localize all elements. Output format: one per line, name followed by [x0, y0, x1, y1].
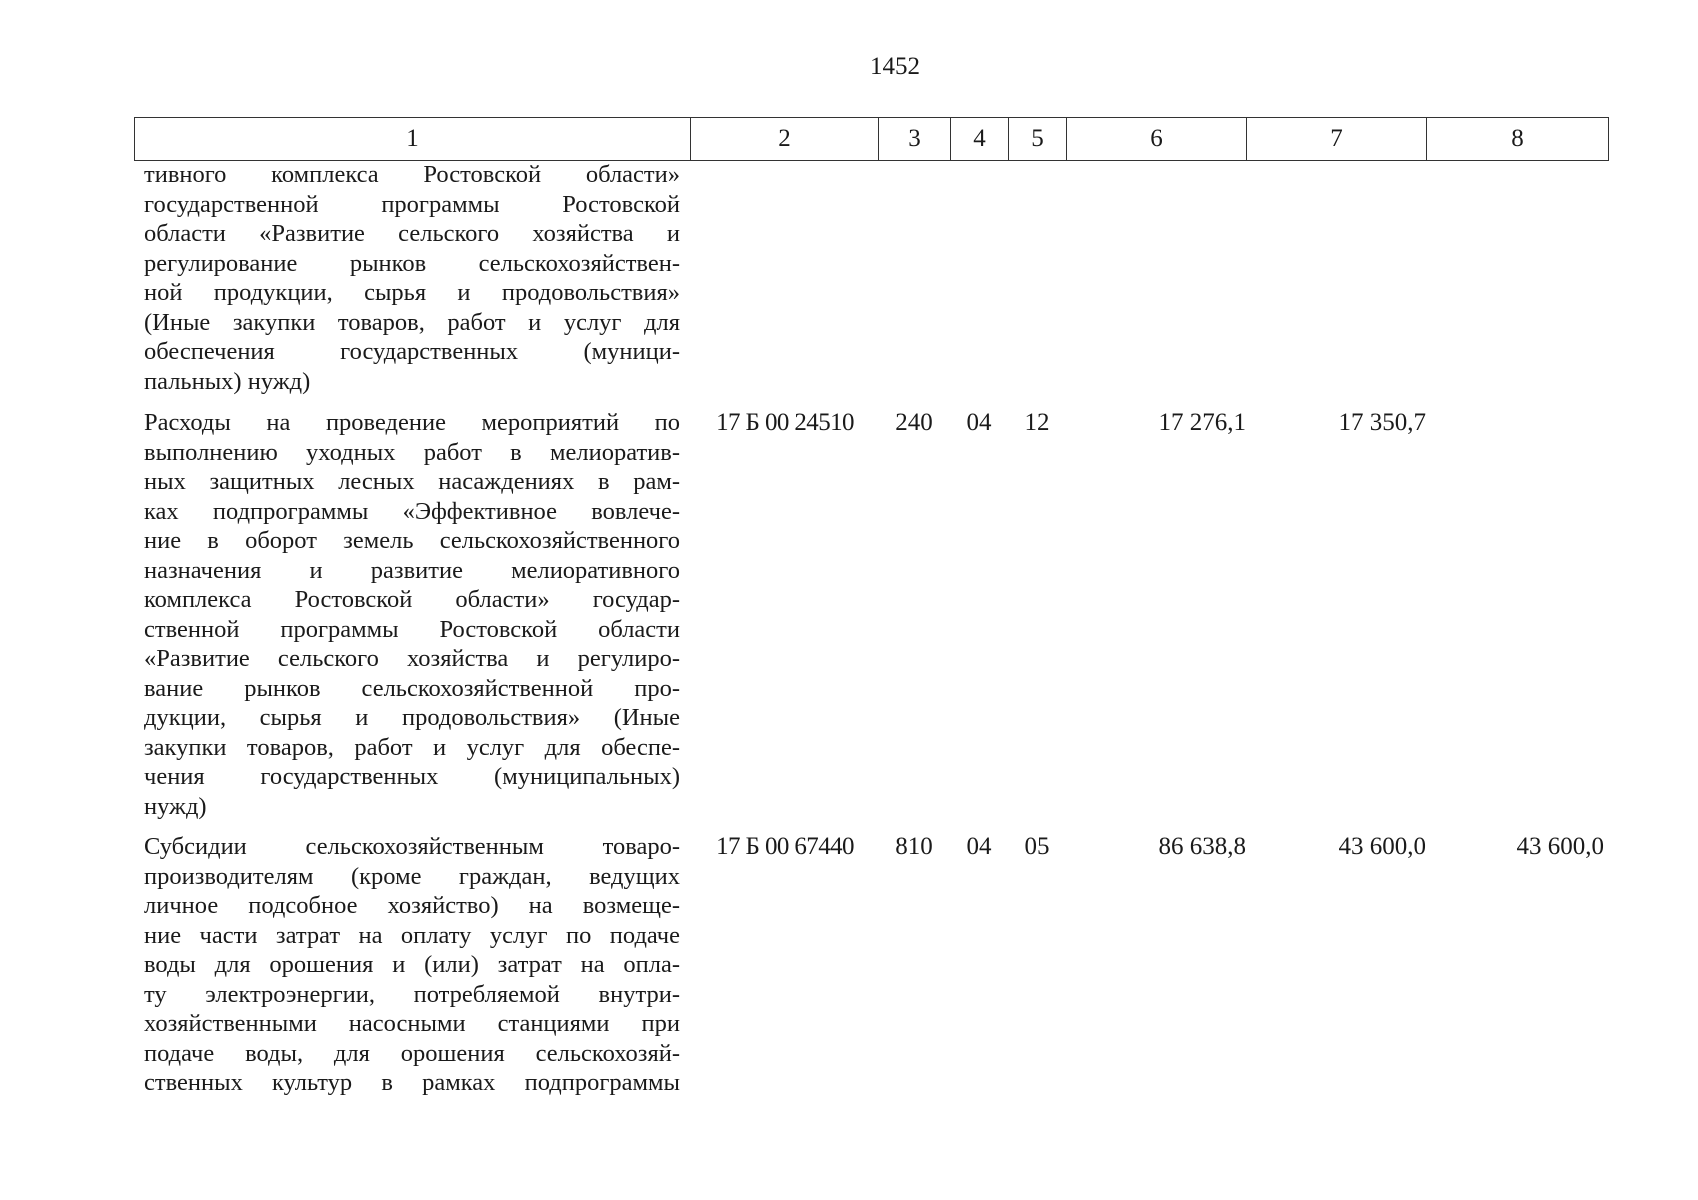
description-line: ной продукции, сырья и продовольствия»	[144, 279, 680, 306]
description-line: ту электроэнергии, потребляемой внутри-	[144, 980, 680, 1008]
row-description	[144, 408, 680, 821]
amount-col6: 17 276,1	[1158, 409, 1246, 436]
description-line: комплекса Ростовской области» государ-	[144, 586, 680, 613]
row-description	[144, 832, 680, 1098]
amount-col7: 17 350,7	[1338, 409, 1426, 436]
description-line: закупки товаров, работ и услуг для обеспе-	[144, 733, 680, 761]
column-header-2: 2	[691, 118, 879, 161]
description-line: обеспечения государственных (муници-	[144, 338, 680, 365]
subsection-code: 12	[1024, 409, 1050, 436]
column-header-5: 5	[1009, 118, 1067, 161]
target-code: 17 Б 00 24510	[716, 409, 854, 436]
table-header	[134, 117, 1609, 161]
description-line: «Развитие сельского хозяйства и регулиро-	[144, 645, 680, 672]
description-line: ственных культур в рамках подпрограммы	[144, 1069, 680, 1096]
section-code: 04	[966, 409, 992, 436]
description-line: личное подсобное хозяйство) на возмеще-	[144, 892, 680, 919]
description-line: назначения и развитие мелиоративного	[144, 556, 680, 584]
description-line: ках подпрограммы «Эффективное вовлече-	[144, 497, 680, 525]
description-line: воды для орошения и (или) затрат на опла-	[144, 951, 680, 978]
description-line: ние в оборот земель сельскохозяйственного	[144, 527, 680, 554]
amount-col7: 43 600,0	[1338, 833, 1426, 860]
description-line: нужд)	[144, 792, 207, 820]
description-line: регулирование рынков сельскохозяйствен-	[144, 249, 680, 277]
target-code: 17 Б 00 67440	[716, 833, 854, 860]
column-header-7: 7	[1247, 118, 1427, 161]
column-header-4: 4	[951, 118, 1009, 161]
row-description	[144, 160, 680, 396]
amount-col8: 43 600,0	[1516, 833, 1604, 860]
column-header-6: 6	[1067, 118, 1247, 161]
description-line: государственной программы Ростовской	[144, 190, 680, 218]
description-line: выполнению уходных работ в мелиоратив-	[144, 438, 680, 466]
description-line: ных защитных лесных насаждениях в рам-	[144, 468, 680, 495]
subsection-code: 05	[1024, 833, 1050, 860]
description-line: области «Развитие сельского хозяйства и	[144, 220, 680, 247]
description-line: вание рынков сельскохозяйственной про-	[144, 674, 680, 702]
description-line: тивного комплекса Ростовской области»	[144, 161, 680, 188]
expense-type: 810	[895, 833, 933, 860]
description-line: (Иные закупки товаров, работ и услуг для	[144, 308, 680, 336]
description-line: дукции, сырья и продовольствия» (Иные	[144, 704, 680, 731]
description-line: Субсидии сельскохозяйственным товаро-	[144, 833, 680, 860]
column-header-1: 1	[135, 118, 691, 161]
description-line: пальных) нужд)	[144, 367, 311, 395]
description-line: производителям (кроме граждан, ведущих	[144, 862, 680, 890]
column-header-3: 3	[879, 118, 951, 161]
expense-type: 240	[895, 409, 933, 436]
description-line: хозяйственными насосными станциями при	[144, 1010, 680, 1037]
description-line: ственной программы Ростовской области	[144, 615, 680, 643]
description-line: чения государственных (муниципальных)	[144, 763, 680, 790]
description-line: подаче воды, для орошения сельскохозяй-	[144, 1039, 680, 1067]
column-header-8: 8	[1427, 118, 1609, 161]
description-line: ние части затрат на оплату услуг по подаче	[144, 921, 680, 949]
section-code: 04	[966, 833, 992, 860]
amount-col6: 86 638,8	[1158, 833, 1246, 860]
description-line: Расходы на проведение мероприятий по	[144, 409, 680, 436]
page-number: 1452	[870, 53, 920, 80]
